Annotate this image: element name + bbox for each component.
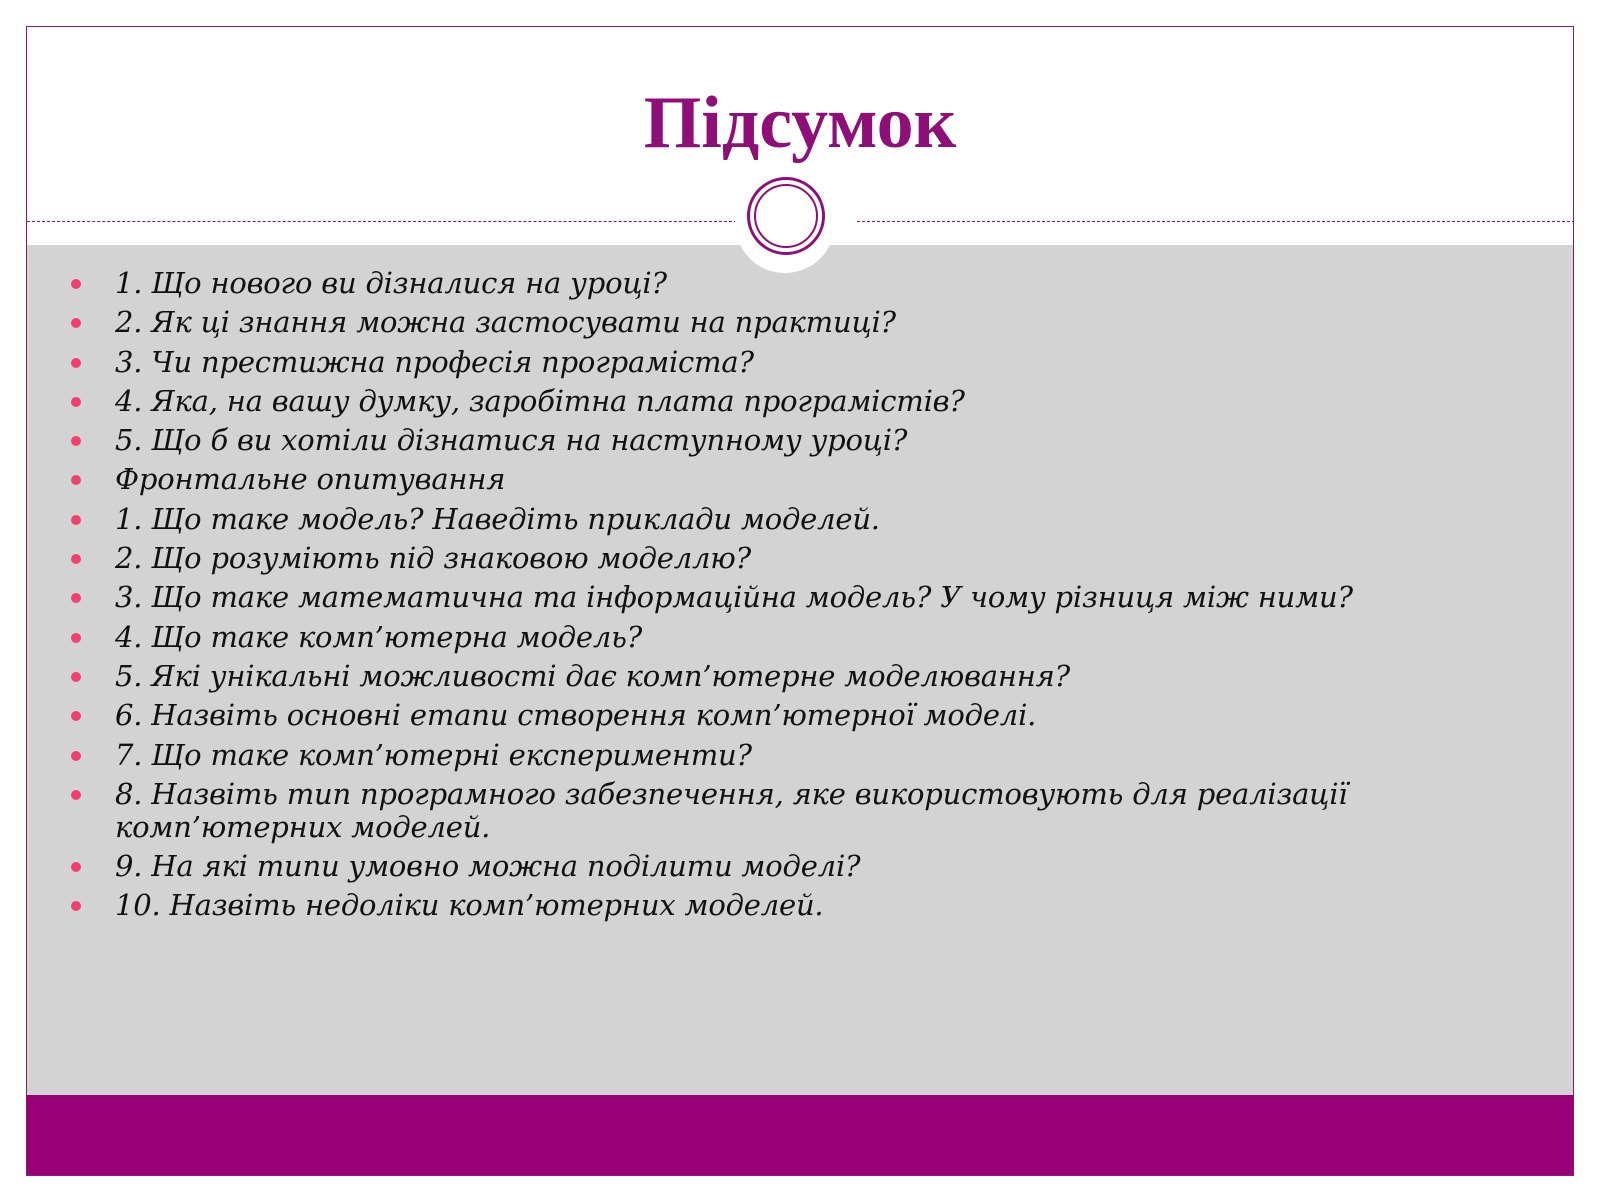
- list-item-text: 2. Що розуміють під знаковою моделлю?: [115, 541, 751, 576]
- bullet-icon: [71, 790, 81, 800]
- list-item-text: 4. Що таке комп’ютерна модель?: [115, 619, 643, 654]
- list-item-text: Фронтальне опитування: [115, 462, 506, 497]
- dashed-divider-right: [857, 221, 1574, 222]
- list-item: [27, 463, 1573, 496]
- list-item: [27, 739, 1573, 772]
- list-item-text: 8. Назвіть тип програмного забезпечення, яке використовують для реалізації комп’ютерних моделей.: [115, 776, 1348, 844]
- bullet-icon: [71, 554, 81, 564]
- bullet-icon: [71, 318, 81, 328]
- dashed-divider-left: [27, 221, 747, 222]
- bullet-icon: [71, 515, 81, 525]
- bullet-icon: [71, 358, 81, 368]
- list-item: [27, 778, 1573, 844]
- bullet-icon: [71, 633, 81, 643]
- list-item: [27, 267, 1573, 300]
- list-item: [27, 346, 1573, 379]
- list-item: [27, 542, 1573, 575]
- list-item-text: 5. Що б ви хотіли дізнатися на наступному уроці?: [115, 423, 908, 458]
- list-item: [27, 424, 1573, 457]
- bullet-icon: [71, 711, 81, 721]
- list-item-text: 3. Чи престижна професія програміста?: [115, 344, 754, 379]
- list-item-text: 1. Що нового ви дізналися на уроці?: [115, 266, 667, 300]
- bullet-icon: [71, 672, 81, 682]
- list-item: [27, 850, 1573, 883]
- list-item: [27, 385, 1573, 418]
- list-item: [27, 621, 1573, 654]
- bullet-icon: [71, 751, 81, 761]
- bullet-list: [27, 267, 1573, 929]
- list-item-text: 7. Що таке комп’ютерні експерименти?: [115, 737, 752, 772]
- bullet-icon: [71, 593, 81, 603]
- list-item: [27, 581, 1573, 614]
- bullet-icon: [71, 901, 81, 911]
- circle-ring-inner: [754, 184, 818, 248]
- list-item-text: 5. Які унікальні можливості дає комп’ютерне моделювання?: [115, 658, 1071, 693]
- list-item-text: 9. На які типи умовно можна поділити моделі?: [115, 849, 861, 884]
- list-item-text: 4. Яка, на вашу думку, заробітна плата програмістів?: [115, 383, 965, 418]
- list-item-text: 1. Що таке модель? Наведіть приклади моделей.: [115, 501, 880, 536]
- list-item-text: 2. Як ці знання можна застосувати на практиці?: [115, 305, 896, 340]
- slide-title: Підсумок: [643, 82, 957, 164]
- list-item-text: 10. Назвіть недоліки комп’ютерних моделей.: [115, 888, 824, 923]
- list-item: [27, 699, 1573, 732]
- bullet-icon: [71, 862, 81, 872]
- list-item: [27, 660, 1573, 693]
- footer-bar: [27, 1095, 1573, 1176]
- bullet-icon: [71, 397, 81, 407]
- list-item: [27, 503, 1573, 536]
- list-item-text: 3. Що таке математична та інформаційна модель? У чому різниця між ними?: [115, 580, 1353, 615]
- slide: [26, 26, 1574, 1176]
- list-item: [27, 306, 1573, 339]
- bullet-icon: [71, 475, 81, 485]
- list-item: [27, 889, 1573, 922]
- bullet-icon: [71, 436, 81, 446]
- list-item-text: 6. Назвіть основні етапи створення комп’ютерної моделі.: [115, 698, 1037, 733]
- bullet-icon: [71, 279, 81, 289]
